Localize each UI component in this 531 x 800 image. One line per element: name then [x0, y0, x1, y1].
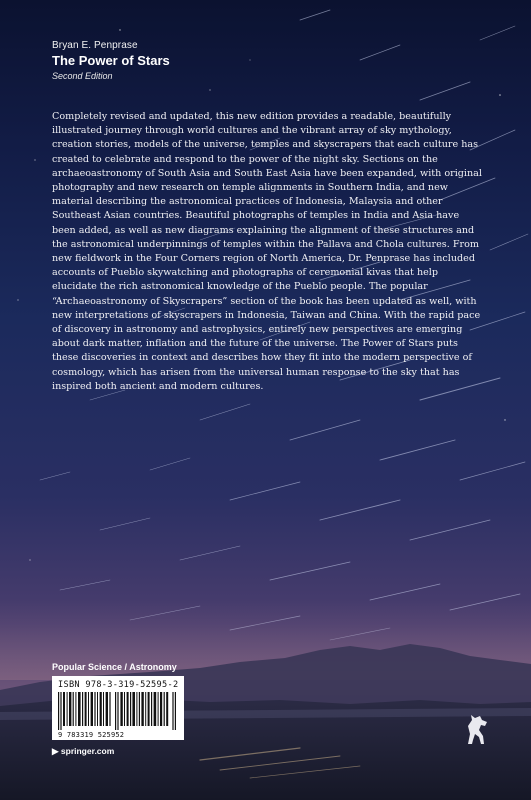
author-name: Bryan E. Penprase [52, 40, 138, 51]
description-text: Completely revised and updated, this new edition provides a readable, beautifully illustrated journey through world cultures and the vibrant array of sky mythology, creation stories, models of the universe, temples and skyscrapers that each culture has created to celebrate and respond to the power of the night sky. Sections on the archaeoastronomy of South Asia and South East Asia have been expanded, with original photography and new research on temple alignments in Southern India, and new material describing the astronomical practices of Indonesia, Malaysia and other Southeast Asian countries. Beautiful photographs of temples in India and Asia have been added, as well as new diagrams explaining the alignment of these structures and the astronomical underpinnings of temples within the Pallava and Chola cultures. From new fieldwork in the Four Corners region of North America, Dr. Penprase has included accounts of Pueblo skywatching and photographs of ceremonial kivas that help elucidate the rich astronomical knowledge of the Pueblo people. The popular “Archaeoastronomy of Skyscrapers” section of the book has been updated as well, with new interpretations of skyscrapers in Indonesia, Taiwan and China. With the rapid pace of discovery in astronomy and astrophysics, entirely new perspectives are emerging about dark matter, inflation and the future of the universe. The Power of Stars puts these discoveries in context and describes how they fit into the modern perspective of cosmology, which has arisen from the universal human response to the sky that has inspired both ancient and modern cultures. [52, 111, 482, 392]
barcode-label [52, 676, 184, 740]
barcode-icon [58, 692, 178, 730]
barcode-digits: 9 783319 525952 [58, 731, 125, 739]
isbn-text: ISBN 978-3-319-52595-2 [58, 680, 179, 690]
book-title: The Power of Stars [52, 53, 170, 68]
subject-category: Popular Science / Astronomy [52, 662, 177, 672]
springer-horse-logo-icon [462, 712, 492, 746]
publisher-link[interactable]: ▶ springer.com [52, 746, 115, 756]
edition-label: Second Edition [52, 71, 113, 81]
